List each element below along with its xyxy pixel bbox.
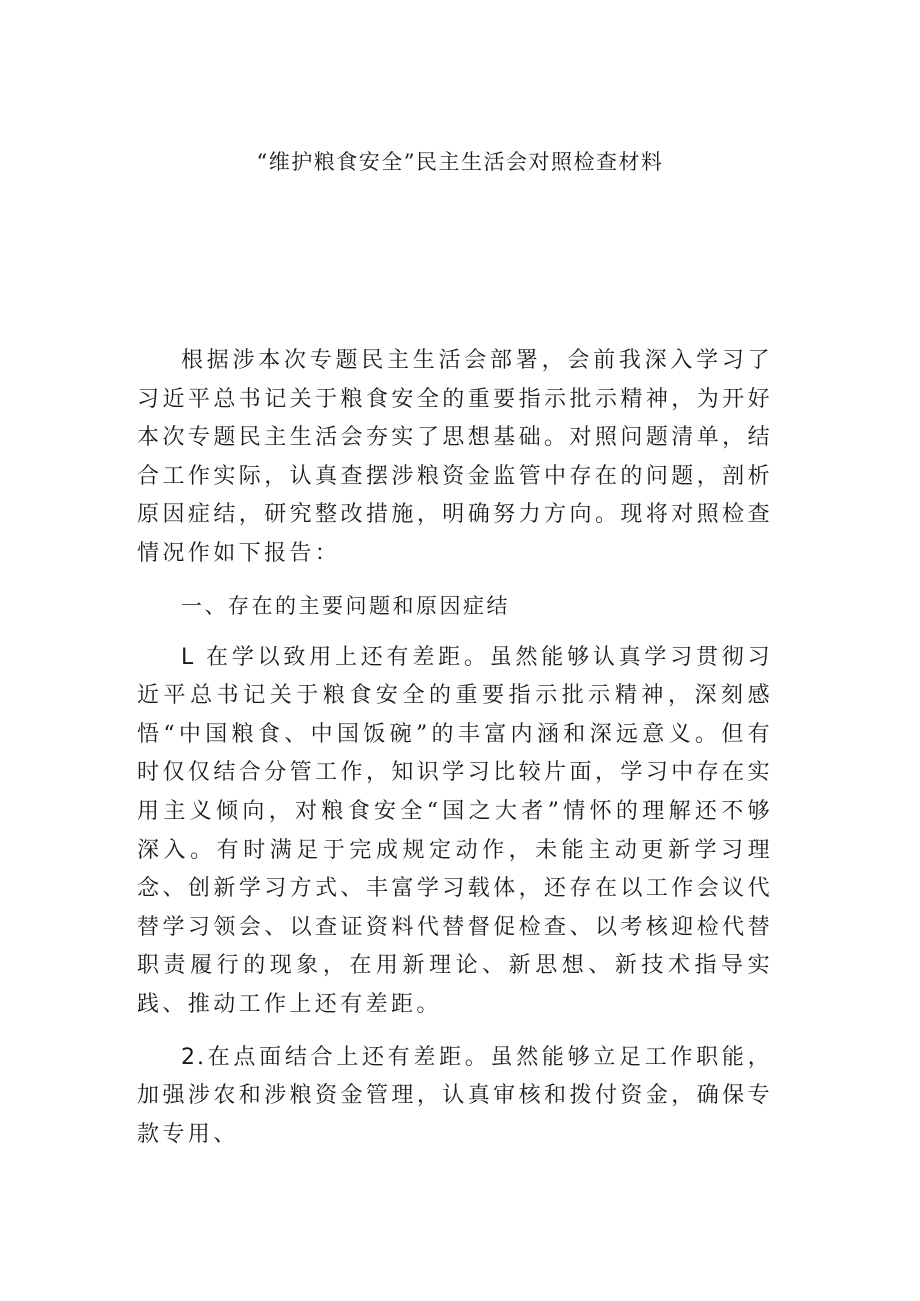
list-item-1 [137,639,773,1025]
list-item-2-text: .在点面结合上还有差距。虽然能够立足工作职能，加强涉农和涉粮资金管理，认真审核和拨付资金，确保专款专用、 [137,1044,773,1147]
intro-paragraph: 根据涉本次专题民主生活会部署，会前我深入学习了习近平总书记关于粮食安全的重要指示批示精神，为开好本次专题民主生活会夯实了思想基础。对照问题清单，结合工作实际，认真查摆涉粮资金监管中存在的问题，剖析原因症结，研究整改措施，明确努力方向。现将对照检查情况作如下报告： [137,348,773,566]
document-title: “维护粮食安全”民主生活会对照检查材料 [256,150,664,174]
list-item-2 [137,1039,773,1155]
list-item-1-text: 在学以致用上还有差距。虽然能够认真学习贯彻习近平总书记关于粮食安全的重要指示批示精神，深刻感悟“中国粮食、中国饭碗”的丰富内涵和深远意义。但有时仅仅结合分管工作，知识学习比较片面，学习中存在实用主义倾向，对粮食安全“国之大者”情怀的理解还不够深入。有时满足于完成规定动作，未能主动更新学习理念、创新学习方式、丰富学习载体，还存在以工作会议代替学习领会、以查证资料代替督促检查、以考核迎检代替职责履行的现象，在用新理论、新思想、新技术指导实践、推动工作上还有差距。 [137,644,773,1017]
list-item-2-number: 2 [181,1044,197,1070]
section-heading: 一、存在的主要问题和原因症结 [181,593,510,618]
document-body [137,342,773,1154]
list-item-1-number: L [181,644,196,670]
